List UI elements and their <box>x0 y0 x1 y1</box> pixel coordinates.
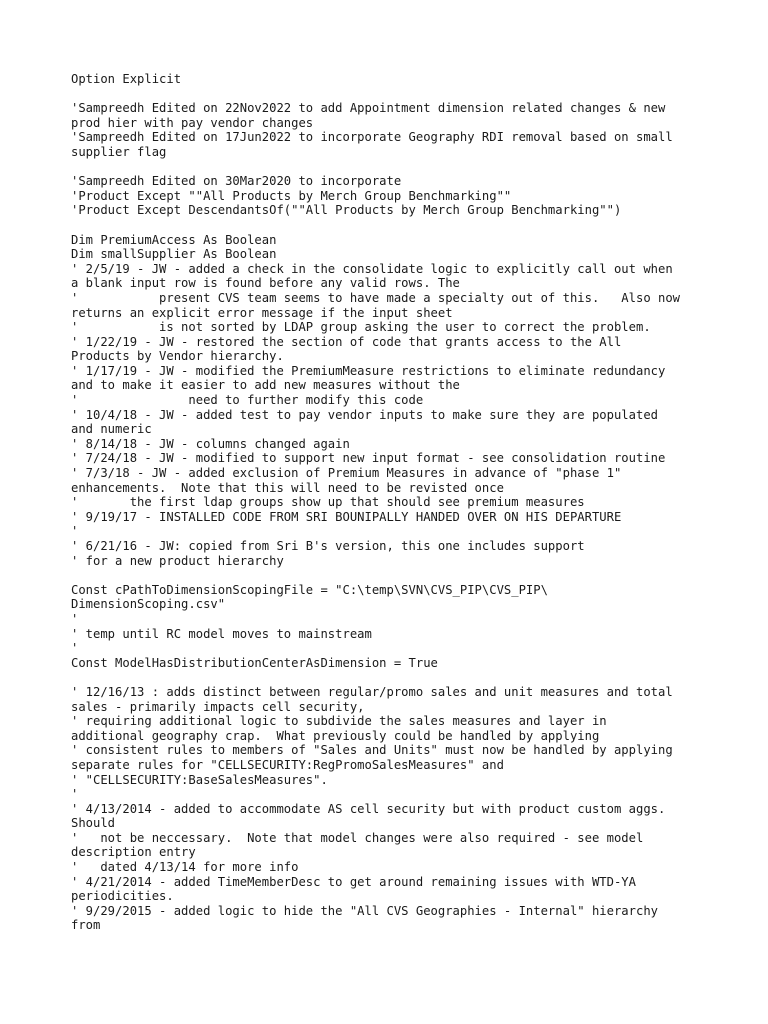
code-line: supplier flag <box>71 144 167 159</box>
code-line: a blank input row is found before any valid rows. The <box>71 276 460 291</box>
code-line: ' 4/21/2014 - added TimeMemberDesc to get around remaining issues with WTD-YA <box>71 874 636 889</box>
code-line: 'Sampreedh Edited on 30Mar2020 to incorporate <box>71 174 402 189</box>
code-line: description entry <box>71 845 196 860</box>
blank-line <box>71 218 711 233</box>
code-line: periodicities. <box>71 889 174 904</box>
code-line: prod hier with pay vendor changes <box>71 115 314 130</box>
code-line: ' 4/13/2014 - added to accommodate AS cell security but with product custom aggs. <box>71 801 666 816</box>
code-line: from <box>71 918 101 933</box>
code-line: ' requiring additional logic to subdivide the sales measures and layer in <box>71 714 607 729</box>
code-line: Should <box>71 816 116 831</box>
blank-line <box>71 670 711 685</box>
code-line: ' 6/21/16 - JW: copied from Sri B's version, this one includes support <box>71 539 585 553</box>
code-line: and to make it easier to add new measures without the <box>71 378 460 393</box>
code-line: Option Explicit <box>71 72 182 86</box>
code-line: ' the first ldap groups show up that should see premium measures <box>71 495 585 510</box>
code-line: separate rules for "CELLSECURITY:RegPromoSalesMeasures" and <box>71 757 504 772</box>
code-line: ' 10/4/18 - JW - added test to pay vendor inputs to make sure they are populated <box>71 407 658 422</box>
code-line: DimensionScoping.csv" <box>71 597 226 612</box>
blank-line <box>71 87 711 102</box>
code-line: returns an explicit error message if the input sheet <box>71 305 453 320</box>
code-line: ' 7/3/18 - JW - added exclusion of Premium Measures in advance of "phase 1" <box>71 466 622 481</box>
code-line: ' is not sorted by LDAP group asking the user to correct the problem. <box>71 320 651 335</box>
code-line: 'Product Except DescendantsOf(""All Products by Merch Group Benchmarking"") <box>71 203 622 218</box>
code-line: ' present CVS team seems to have made a specialty out of this. Also now <box>71 290 681 305</box>
code-line: ' 12/16/13 : adds distinct between regular/promo sales and unit measures and total <box>71 684 673 699</box>
code-line: Const ModelHasDistributionCenterAsDimension = True <box>71 655 438 670</box>
code-document <box>71 72 711 933</box>
code-line: ' "CELLSECURITY:BaseSalesMeasures". <box>71 772 328 787</box>
code-line: additional geography crap. What previously could be handled by applying <box>71 728 600 743</box>
code-line: sales - primarily impacts cell security, <box>71 699 365 714</box>
code-line: ' 8/14/18 - JW - columns changed again <box>71 436 350 451</box>
code-line: ' temp until RC model moves to mainstream <box>71 626 372 641</box>
blank-line <box>71 160 711 175</box>
code-line: ' dated 4/13/14 for more info <box>71 860 299 875</box>
code-line: Products by Vendor hierarchy. <box>71 349 284 364</box>
code-line: 'Sampreedh Edited on 17Jun2022 to incorporate Geography RDI removal based on small <box>71 130 673 145</box>
code-line: ' 1/17/19 - JW - modified the PremiumMeasure restrictions to eliminate redundancy <box>71 363 666 378</box>
code-line: enhancements. Note that this will need to be revisted once <box>71 480 504 495</box>
code-line: ' consistent rules to members of "Sales and Units" must now be handled by applying <box>71 743 673 758</box>
code-line: ' 9/19/17 - INSTALLED CODE FROM SRI BOUNIPALLY HANDED OVER ON HIS DEPARTURE <box>71 509 622 524</box>
code-line: and numeric <box>71 422 152 437</box>
code-line: ' need to further modify this code <box>71 393 424 408</box>
code-line: ' 1/22/19 - JW - restored the section of code that grants access to the All <box>71 334 622 349</box>
code-line: ' for a new product hierarchy <box>71 553 284 568</box>
code-line: Dim PremiumAccess As Boolean <box>71 232 277 247</box>
code-line: ' <box>71 641 79 656</box>
code-line: Const cPathToDimensionScopingFile = "C:\temp\SVN\CVS_PIP\CVS_PIP\ <box>71 582 548 597</box>
code-line: 'Sampreedh Edited on 22Nov2022 to add Appointment dimension related changes & new <box>71 101 666 116</box>
code-line: ' <box>71 524 79 539</box>
code-line: ' <box>71 787 79 802</box>
code-line: ' not be neccessary. Note that model changes were also required - see model <box>71 830 644 845</box>
code-line: ' 9/29/2015 - added logic to hide the "All CVS Geographies - Internal" hierarchy <box>71 903 658 918</box>
blank-line <box>71 568 711 583</box>
code-line: ' <box>71 611 79 626</box>
code-line: 'Product Except ""All Products by Merch Group Benchmarking"" <box>71 188 512 203</box>
code-line: ' 2/5/19 - JW - added a check in the consolidate logic to explicitly call out when <box>71 261 673 276</box>
code-line: Dim smallSupplier As Boolean <box>71 247 277 262</box>
code-line: ' 7/24/18 - JW - modified to support new input format - see consolidation routine <box>71 451 666 466</box>
